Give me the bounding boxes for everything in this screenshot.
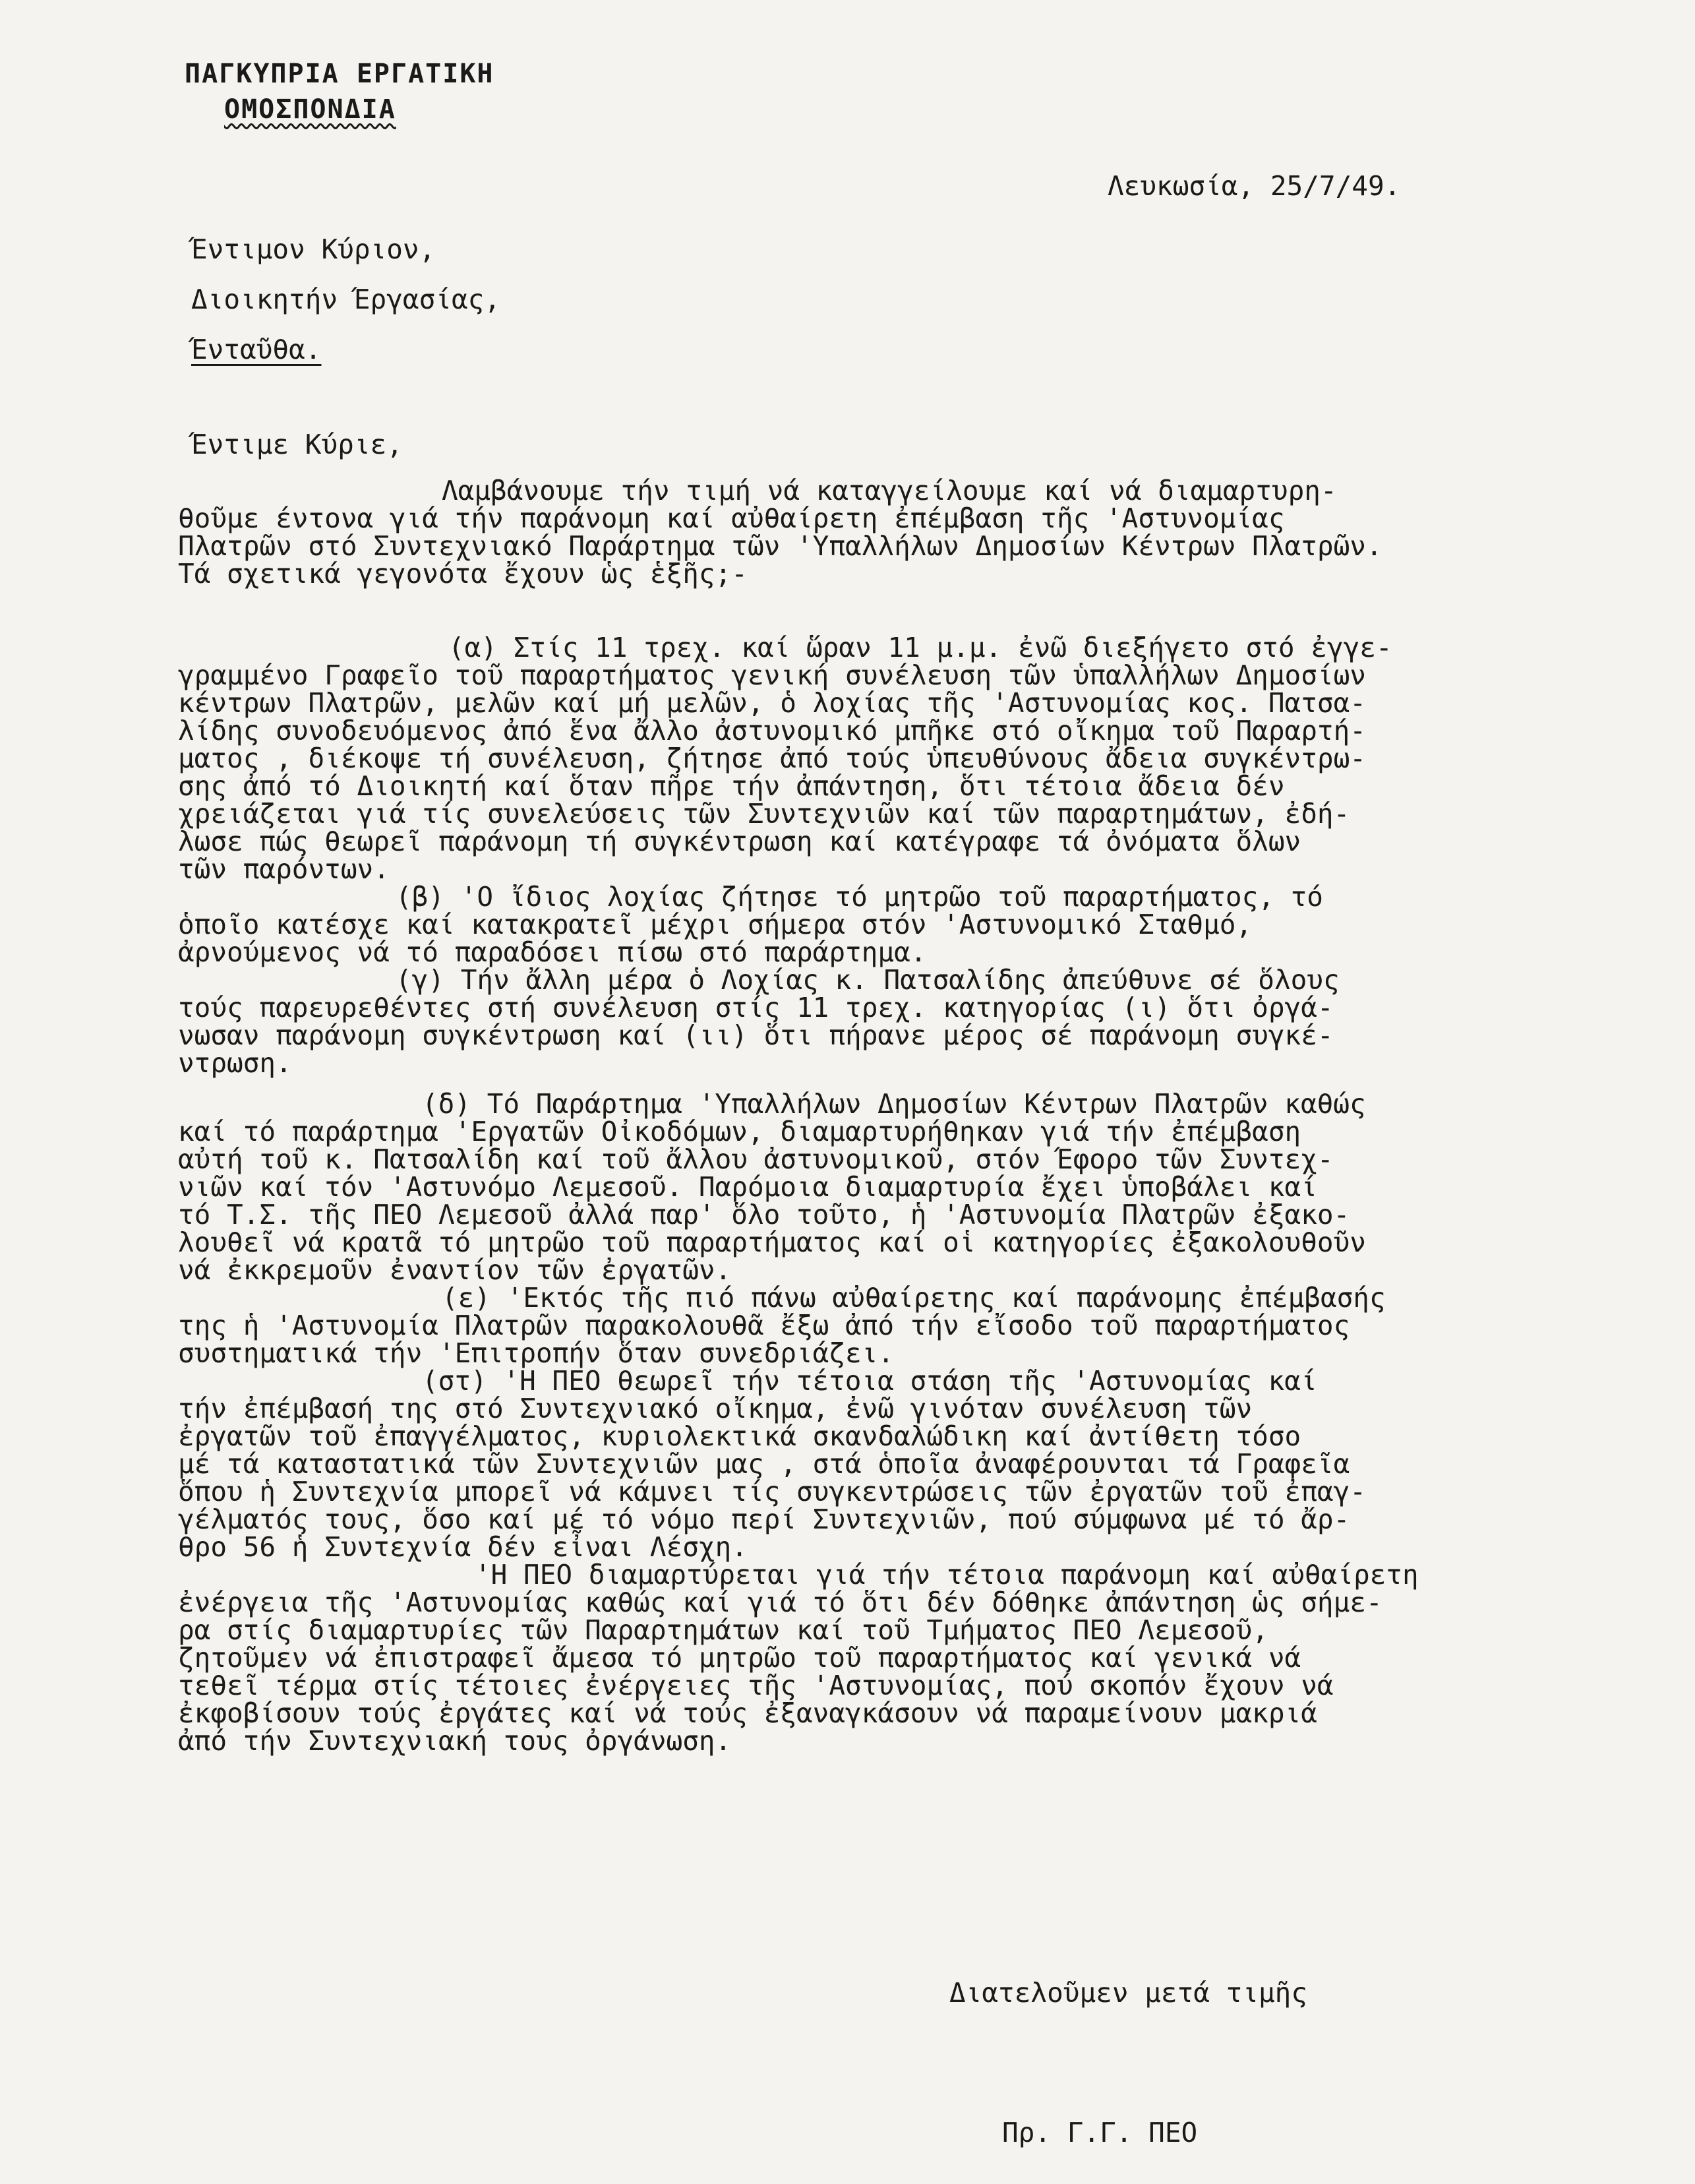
body-line: ἐργατῶν τοῦ ἐπαγγέλματος, κυριολεκτικά σκανδαλώδικη καί ἀντίθετη τόσο xyxy=(178,1420,1301,1452)
org-name-line1: ΠΑΓΚΥΠΡΙΑ ΕΡΓΑΤΙΚΗ xyxy=(185,59,494,89)
body-line: λωσε πώς θεωρεῖ παράνομη τή συγκέντρωση καί κατέγραφε τά ὀνόματα ὅλων xyxy=(178,826,1301,857)
body-line: ἀπό τήν Συντεχνιακή τους ὀργάνωση. xyxy=(178,1725,732,1757)
body-line: Τά σχετικά γεγονότα ἔχουν ὡς ἑξῆς;- xyxy=(178,558,748,590)
body-line: σης ἀπό τό Διοικητή καί ὅταν πῆρε τήν ἀπάντηση, ὅτι τέτοια ἄδεια δέν xyxy=(178,770,1285,802)
signature: Πρ. Γ.Γ. ΠΕΟ xyxy=(1002,2117,1198,2148)
body-line: (στ) 'Η ΠΕΟ θεωρεῖ τήν τέτοια στάση τῆς 'Αστυνομίας καί xyxy=(422,1365,1317,1397)
body-line: (α) Στίς 11 τρεχ. καί ὥραν 11 μ.μ. ἐνῶ διεξήγετο στό ἐγγε- xyxy=(448,632,1392,663)
body-line: λουθεῖ νά κρατᾶ τό μητρῶο τοῦ παραρτήματος καί οἱ κατηγορίες ἐξακολουθοῦν xyxy=(178,1227,1366,1258)
body-line: ρα στίς διαμαρτυρίες τῶν Παραρτημάτων καί τοῦ Τμήματος ΠΕΟ Λεμεσοῦ, xyxy=(178,1614,1268,1646)
body-line: (β) 'Ο ἴδιος λοχίας ζήτησε τό μητρῶο τοῦ παραρτήματος, τό xyxy=(396,881,1323,913)
body-line: τεθεῖ τέρμα στίς τέτοιες ἐνέργειες τῆς 'Αστυνομίας, πού σκοπόν ἔχουν νά xyxy=(178,1670,1334,1701)
recipient-line2: Διοικητήν Έργασίας, xyxy=(191,284,500,315)
body-line: Πλατρῶν στό Συντεχνιακό Παράρτημα τῶν 'Υπαλλήλων Δημοσίων Κέντρων Πλατρῶν. xyxy=(178,530,1383,562)
body-line: λίδης συνοδευόμενος ἀπό ἕνα ἄλλο ἀστυνομικό μπῆκε στό οἴκημα τοῦ Παραρτή- xyxy=(178,715,1366,746)
body-line: ἀρνούμενος νά τό παραδόσει πίσω στό παράρτημα. xyxy=(178,936,927,968)
body-line: τό Τ.Σ. τῆς ΠΕΟ Λεμεσοῦ ἀλλά παρ' ὅλο τοῦτο, ἡ 'Αστυνομία Πλατρῶν ἐξακο- xyxy=(178,1199,1350,1230)
body-line: 'Η ΠΕΟ διαμαρτύρεται γιά τήν τέτοια παράνομη καί αὐθαίρετη xyxy=(475,1559,1419,1591)
body-line: τήν ἐπέμβασή της στό Συντεχνιακό οἴκημα, ἐνῶ γινόταν συνέλευση τῶν xyxy=(178,1393,1253,1424)
body-line: ὅπου ἡ Συντεχνία μπορεῖ νά κάμνει τίς συγκεντρώσεις τῶν ἐργατῶν τοῦ ἐπαγ- xyxy=(178,1476,1366,1507)
body-line: ζητοῦμεν νά ἐπιστραφεῖ ἄμεσα τό μητρῶο τοῦ παραρτήματος καί γενικά νά xyxy=(178,1642,1301,1674)
body-line: ντρωση. xyxy=(178,1047,292,1079)
body-line: της ἡ 'Αστυνομία Πλατρῶν παρακολουθᾶ ἔξω ἀπό τήν εἴσοδο τοῦ παραρτήματος xyxy=(178,1310,1350,1341)
body-line: τούς παρευρεθέντες στή συνέλευση στίς 11 τρεχ. κατηγορίας (ι) ὅτι ὀργά- xyxy=(178,992,1334,1023)
body-line: συστηματικά τήν 'Επιτροπήν ὅταν συνεδριάζει. xyxy=(178,1337,895,1369)
body-line: αὐτή τοῦ κ. Πατσαλίδη καί τοῦ ἄλλου ἀστυνομικοῦ, στόν Έφορο τῶν Συντεχ- xyxy=(178,1143,1334,1175)
body-line: (δ) Τό Παράρτημα 'Υπαλλήλων Δημοσίων Κέντρων Πλατρῶν καθώς xyxy=(422,1088,1366,1120)
recipient-line1: Έντιμον Κύριον, xyxy=(191,233,436,265)
body-line: ἐνέργεια τῆς 'Αστυνομίας καθώς καί γιά τό ὅτι δέν δόθηκε ἀπάντηση ὡς σήμε- xyxy=(178,1587,1383,1618)
body-line: χρειάζεται γιά τίς συνελεύσεις τῶν Συντεχνιῶν καί τῶν παραρτημάτων, ἐδή- xyxy=(178,798,1350,830)
body-line: ματος , διέκοψε τή συνέλευση, ζήτησε ἀπό τούς ὑπευθύνους ἄδεια συγκέντρω- xyxy=(178,743,1366,774)
salutation: Έντιμε Κύριε, xyxy=(191,429,403,460)
body-line: νά ἐκκρεμοῦν ἐναντίον τῶν ἐργατῶν. xyxy=(178,1254,732,1286)
body-line: (γ) Τήν ἄλλη μέρα ὁ Λοχίας κ. Πατσαλίδης ἀπεύθυνε σέ ὅλους xyxy=(396,964,1340,996)
body-line: κέντρων Πλατρῶν, μελῶν καί μή μελῶν, ὁ λοχίας τῆς 'Αστυνομίας κος. Πατσα- xyxy=(178,687,1366,719)
body-line: καί τό παράρτημα 'Εργατῶν Οἰκοδόμων, διαμαρτυρήθηκαν γιά τήν ἐπέμβαση xyxy=(178,1116,1301,1147)
body-line: (ε) 'Εκτός τῆς πιό πάνω αὐθαίρετης καί παράνομης ἐπέμβασής xyxy=(442,1282,1386,1314)
body-line: νιῶν καί τόν 'Αστυνόμο Λεμεσοῦ. Παρόμοια διαμαρτυρία ἔχει ὑποβάλει καί xyxy=(178,1171,1317,1203)
body-line: τῶν παρόντων. xyxy=(178,853,390,885)
org-name-line2: ΟΜΟΣΠΟΝΔΙΑ xyxy=(224,94,396,125)
body-line: γέλματός τους, ὅσο καί μέ τό νόμο περί Συντεχνιῶν, πού σύμφωνα μέ τό ἄρ- xyxy=(178,1503,1350,1535)
body-line: Λαμβάνουμε τήν τιμή νά καταγγείλουμε καί νά διαμαρτυρη- xyxy=(442,475,1337,506)
letter-date: Λευκωσία, 25/7/49. xyxy=(1108,170,1401,202)
body-line: γραμμένο Γραφεῖο τοῦ παραρτήματος γενική συνέλευση τῶν ὑπαλλήλων Δημοσίων xyxy=(178,659,1366,691)
recipient-line3: Ένταῦθα. xyxy=(191,334,322,365)
body-line: μέ τά καταστατικά τῶν Συντεχνιῶν μας , στά ὁποῖα ἀναφέρουνται τά Γραφεῖα xyxy=(178,1448,1350,1480)
body-line: θρο 56 ἡ Συντεχνία δέν εἶναι Λέσχη. xyxy=(178,1531,748,1563)
closing: Διατελοῦμεν μετά τιμῆς xyxy=(949,1977,1308,2009)
body-line: ἐκφοβίσουν τούς ἐργάτες καί νά τούς ἐξαναγκάσουν νά παραμείνουν μακριά xyxy=(178,1697,1317,1729)
body-line: νωσαν παράνομη συγκέντρωση καί (ιι) ὅτι πήρανε μέρος σέ παράνομη συγκέ- xyxy=(178,1019,1334,1051)
body-line: ὁποῖο κατέσχε καί κατακρατεῖ μέχρι σήμερα στόν 'Αστυνομικό Σταθμό, xyxy=(178,909,1253,940)
body-line: θοῦμε έντονα γιά τήν παράνομη καί αὐθαίρετη ἐπέμβαση τῆς 'Αστυνομίας xyxy=(178,502,1285,534)
